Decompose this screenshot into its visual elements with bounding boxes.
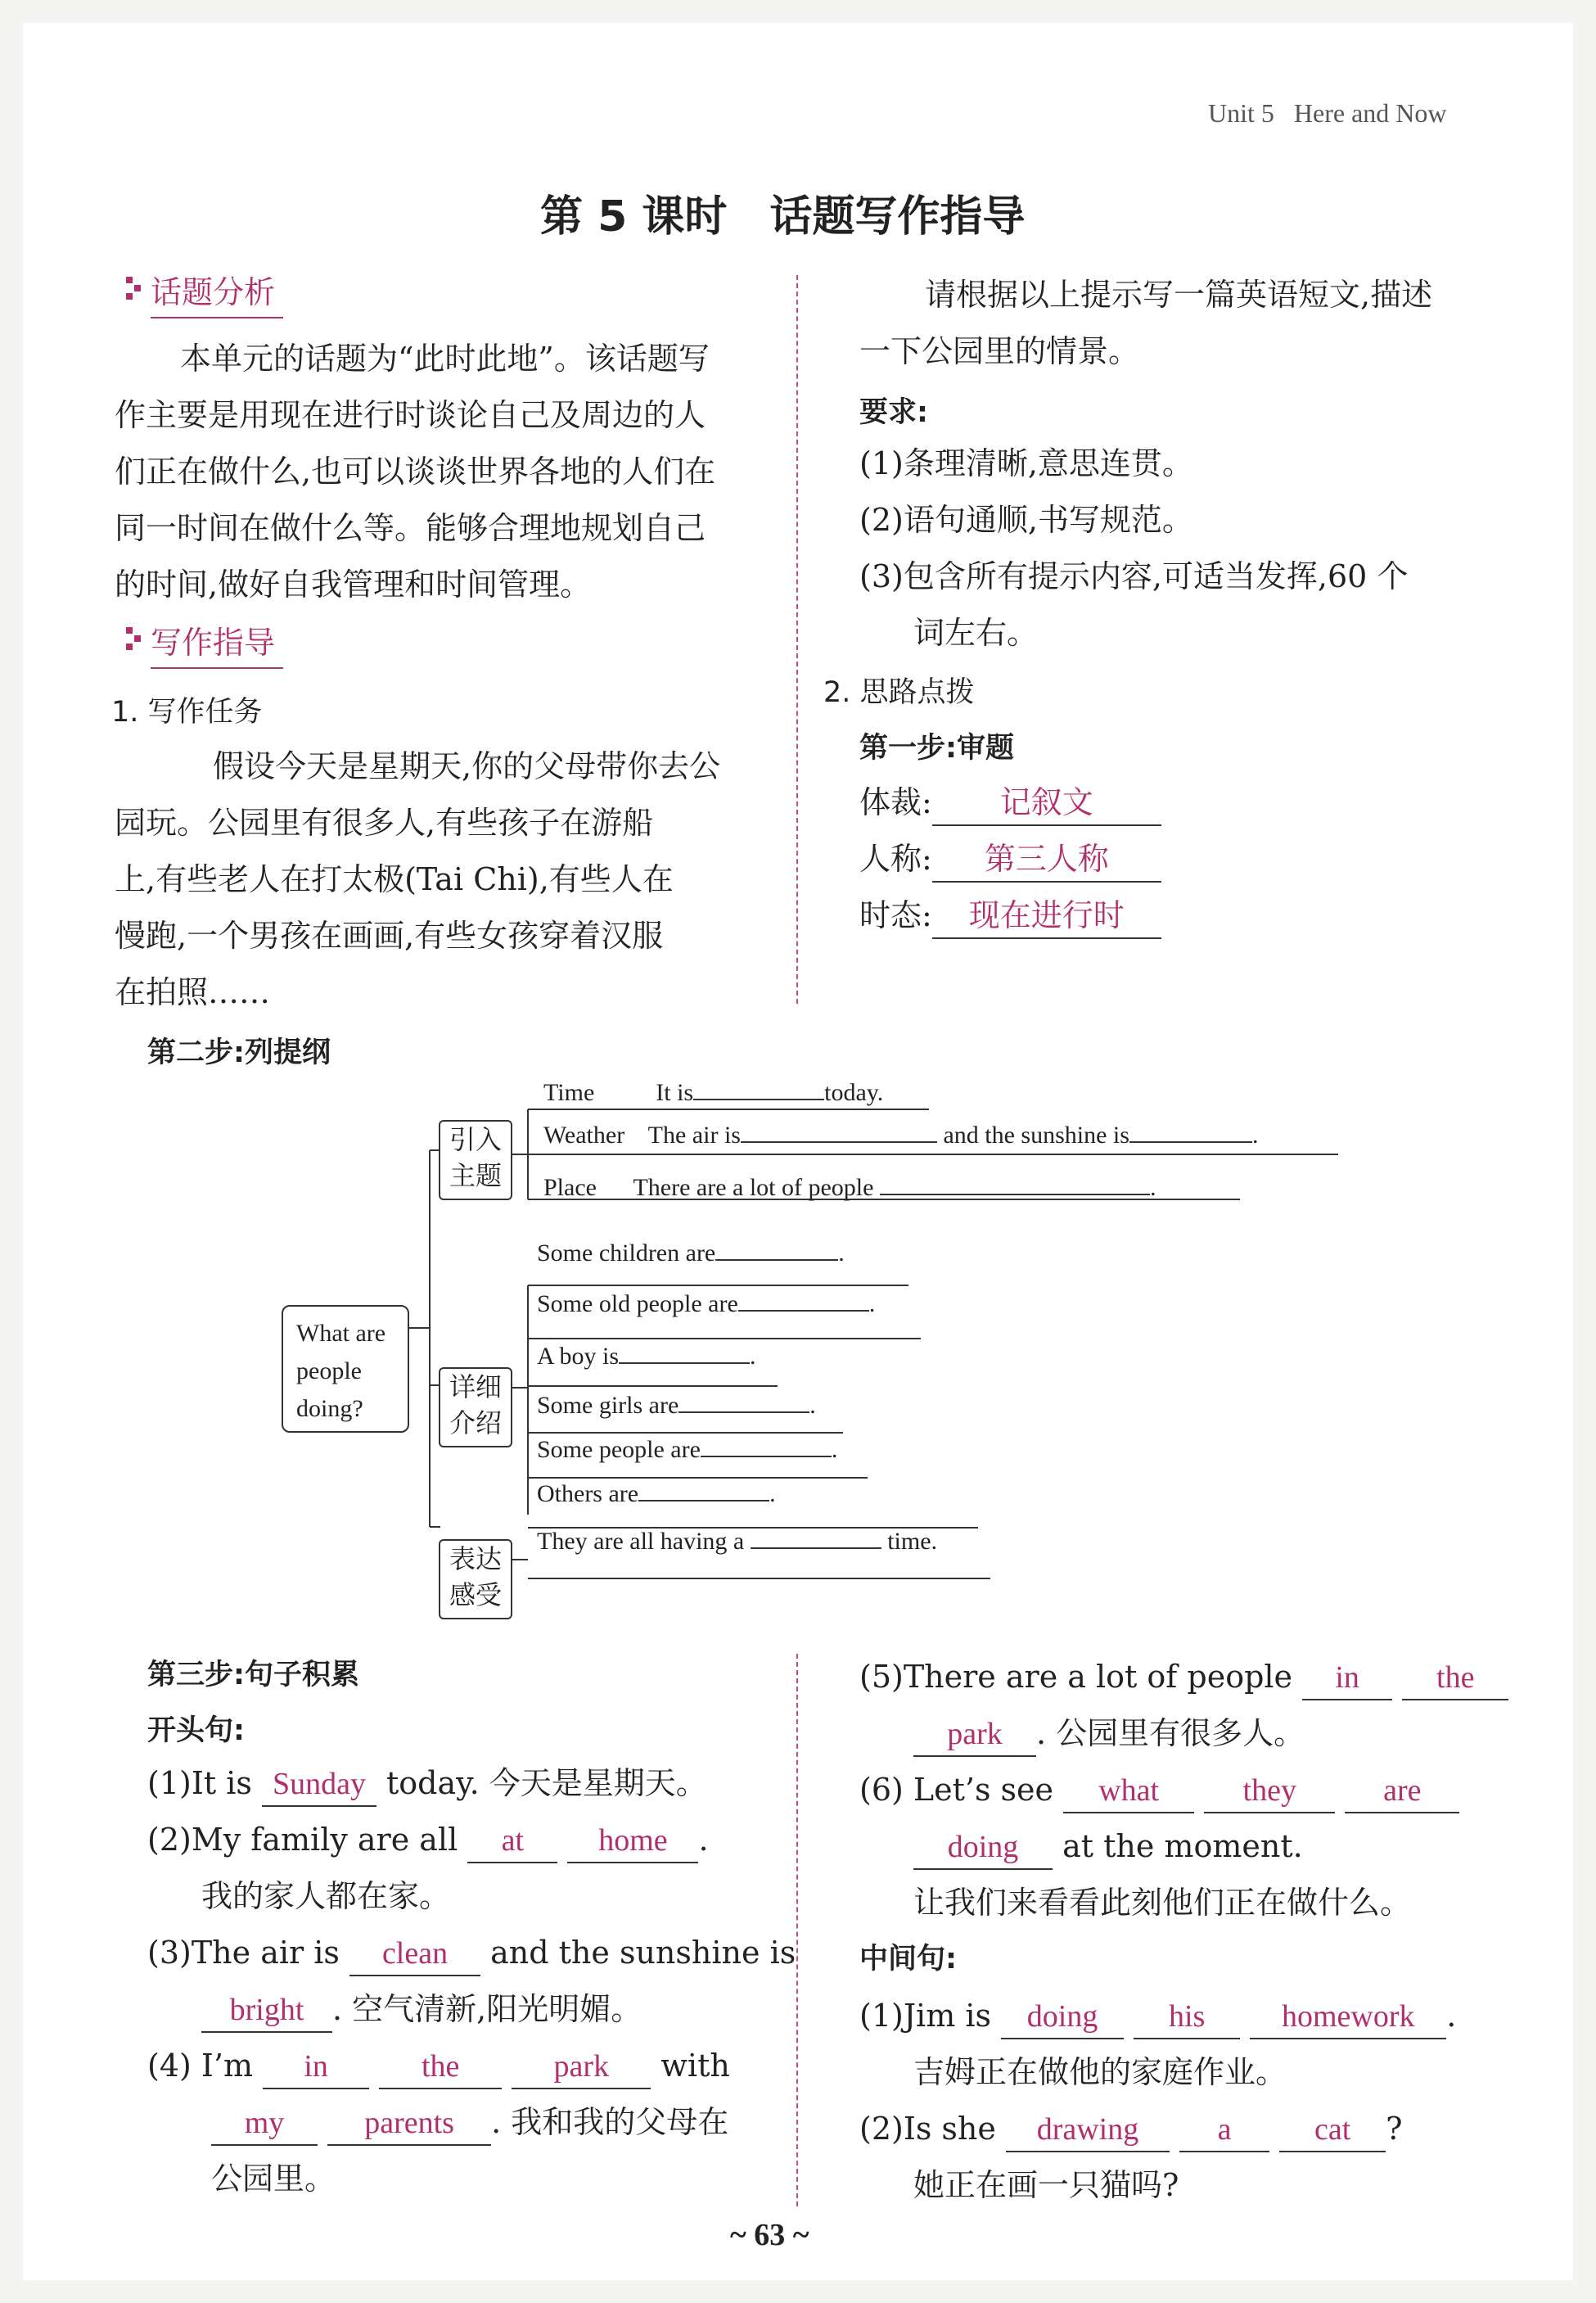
genre-answer: 记叙文 (932, 782, 1161, 826)
weather-blank-sun[interactable] (1129, 1141, 1252, 1143)
s-pre: (6) Let’s see (859, 1772, 1054, 1808)
s-post: . 空气清新,阳光明媚。 (332, 1991, 642, 2027)
root-line: doing? (296, 1395, 363, 1422)
text-line: 上,有些老人在打太极(Tai Chi),有些人在 (115, 861, 674, 897)
answer-blank: doing (1001, 1995, 1124, 2039)
requirement-item: (2)语句通顺,书写规范。 (859, 502, 1193, 538)
answer-blank: are (1345, 1769, 1459, 1813)
sentence-3b (147, 1981, 796, 2038)
root-line: people (296, 1357, 362, 1384)
detail-text: Some children are (537, 1240, 716, 1267)
outline-detail-row: Others are . (537, 1480, 776, 1507)
text-line: 一下公园里的情景。 (859, 333, 1140, 369)
opening-title: 开头句: (147, 1714, 245, 1747)
weather-label: Weather (543, 1122, 625, 1149)
s-post: . 我和我的父母在 (491, 2104, 729, 2140)
time-label: Time (543, 1079, 595, 1106)
detail-text: Some old people are (537, 1290, 738, 1317)
outline-feel-row (537, 1528, 937, 1556)
sentence-5 (859, 1649, 1508, 1705)
answer-blank: park (512, 2045, 651, 2089)
middle-1-cn: 吉姆正在做他的家庭作业。 (913, 2054, 1287, 2090)
s-pre: (3)The air is (147, 1935, 340, 1971)
outline-detail-row: Some children are . (537, 1240, 845, 1267)
tense-answer: 现在进行时 (932, 895, 1161, 939)
s-pre: (1)Jim is (859, 1998, 991, 2034)
thinking-title: 2. 思路点拨 (823, 676, 975, 709)
middle-2-cn: 她正在画一只猫吗? (913, 2167, 1179, 2203)
step1-title: 第一步:审题 (859, 732, 1014, 765)
branch-detail (439, 1367, 512, 1447)
sentence-4b (147, 2094, 796, 2151)
text-line: 的时间,做好自我管理和时间管理。 (115, 567, 592, 603)
sentence-3 (147, 1925, 796, 1981)
step3-title: 第三步:句子积累 (147, 1659, 359, 1691)
answer-blank: they (1204, 1769, 1335, 1813)
detail-blank[interactable] (638, 1500, 769, 1501)
answer-blank: cat (1279, 2108, 1386, 2152)
sentences-right (859, 1649, 1508, 2214)
s-post: . (1446, 1998, 1457, 2034)
answer-blank: in (263, 2045, 369, 2089)
s-mid: with (660, 2048, 730, 2084)
person-answer: 第三人称 (932, 838, 1161, 883)
text-line: 本单元的话题为“此时此地”。该话题写 (180, 341, 710, 377)
answer-blank: what (1063, 1769, 1194, 1813)
answer-blank: clean (349, 1932, 480, 1976)
outline-weather-row (543, 1122, 1258, 1149)
answer-blank: at (467, 1819, 557, 1863)
sentence-1 (147, 1755, 796, 1812)
s-mid: and the sunshine is (490, 1935, 796, 1971)
weather-blank-air[interactable] (741, 1141, 937, 1143)
sentence-2-cn: 我的家人都在家。 (201, 1878, 451, 1914)
place-blank[interactable] (880, 1194, 1150, 1195)
page-title: 第 5 课时 话题写作指导 (540, 192, 1026, 242)
text-line: 作主要是用现在进行时谈论自己及周边的人 (115, 397, 706, 433)
time-blank[interactable] (693, 1099, 824, 1100)
weather-post: . (1251, 1122, 1259, 1149)
detail-blank[interactable] (679, 1411, 809, 1413)
sentence-4 (147, 2038, 796, 2094)
sentences-left (147, 1755, 796, 2207)
outline-detail-row: A boy is . (537, 1343, 756, 1370)
s-pre: (2)Is she (859, 2111, 996, 2147)
requirement-item: (1)条理清晰,意思连贯。 (859, 445, 1193, 481)
answer-blank: Sunday (262, 1763, 376, 1807)
answer-blank: in (1302, 1656, 1392, 1700)
genre-label: 体裁: (859, 784, 932, 820)
place-post: . (1149, 1174, 1156, 1201)
branch-label: 表达 (449, 1543, 502, 1574)
text-line: 请根据以上提示写一篇英语短文,描述 (925, 277, 1433, 313)
unit-label: Unit 5 (1208, 98, 1274, 128)
s-pre: (4) I’m (147, 2048, 254, 2084)
unit-title: Here and Now (1293, 98, 1447, 128)
text-line: 在拍照…… (115, 974, 271, 1010)
answer-blank: drawing (1006, 2108, 1170, 2152)
detail-blank[interactable] (738, 1310, 869, 1312)
answer-blank: bright (201, 1989, 332, 2033)
branch-label: 感受 (449, 1579, 502, 1610)
answer-blank: a (1179, 2108, 1269, 2152)
branch-label: 详细 (449, 1371, 502, 1402)
requirements-title: 要求: (859, 396, 928, 429)
middle-title: 中间句: (859, 1943, 957, 1976)
text-line: 同一时间在做什么等。能够合理地规划自己 (115, 510, 706, 546)
detail-text: Some people are (537, 1436, 701, 1463)
detail-text: A boy is (537, 1343, 620, 1370)
task-title: 1. 写作任务 (111, 696, 263, 729)
step2-title: 第二步:列提纲 (147, 1036, 331, 1069)
text-line: 慢跑,一个男孩在画画,有些女孩穿着汉服 (115, 918, 664, 954)
place-pre: There are a lot of people (633, 1174, 874, 1201)
branch-label: 主题 (449, 1160, 502, 1191)
s-pre: (2)My family are all (147, 1822, 458, 1858)
text-line: 假设今天是星期天,你的父母带你去公 (213, 748, 721, 784)
feel-post: time. (887, 1528, 938, 1555)
section-heading: 写作指导 (151, 625, 276, 661)
answer-blank: the (379, 2045, 502, 2089)
answer-blank: my (211, 2102, 318, 2146)
text-line: 们正在做什么,也可以谈谈世界各地的人们在 (115, 454, 716, 490)
branch-label: 介绍 (449, 1407, 502, 1438)
weather-mid: and the sunshine is (943, 1122, 1129, 1149)
answer-blank: the (1402, 1656, 1508, 1700)
requirement-item: 词左右。 (913, 615, 1039, 651)
section-heading: 话题分析 (151, 274, 276, 310)
s-post: at the moment. (1062, 1828, 1303, 1864)
sentence-6b (859, 1818, 1508, 1875)
sentence-5b (859, 1705, 1508, 1762)
s-post: . (698, 1822, 709, 1858)
feel-blank[interactable] (751, 1547, 881, 1549)
middle-2 (859, 2101, 1508, 2157)
answer-blank: his (1134, 1995, 1240, 2039)
person-label: 人称: (859, 841, 932, 877)
tense-label: 时态: (859, 897, 932, 933)
detail-text: Some girls are (537, 1392, 679, 1419)
middle-1 (859, 1988, 1508, 2044)
sentence-4-cn: 公园里。 (211, 2161, 336, 2197)
detail-blank[interactable] (715, 1259, 838, 1261)
detail-text: Others are (537, 1480, 639, 1507)
sentence-2 (147, 1812, 796, 1868)
answer-blank: parents (327, 2102, 491, 2146)
text-line: 园玩。公园里有很多人,有些孩子在游船 (115, 805, 654, 841)
feel-pre: They are all having a (537, 1528, 745, 1555)
answer-blank: doing (913, 1826, 1053, 1870)
time-pre: It is (656, 1079, 694, 1106)
answer-blank: park (913, 1713, 1036, 1757)
s-post: . 公园里有很多人。 (1036, 1715, 1305, 1751)
sentence-6-cn: 让我们来看看此刻他们正在做什么。 (913, 1885, 1412, 1921)
answer-blank: homework (1250, 1995, 1446, 2039)
outline-place-row (543, 1174, 1156, 1202)
requirement-item: (3)包含所有提示内容,可适当发挥,60 个 (859, 558, 1409, 594)
outline-detail-row: Some people are . (537, 1436, 838, 1463)
s-pre: (1)It is (147, 1765, 252, 1801)
page-number: ~ 63 ~ (730, 2218, 809, 2252)
outline-detail-row: Some girls are . (537, 1392, 816, 1419)
root-line: What are (296, 1320, 386, 1347)
branch-label: 引入 (449, 1124, 502, 1155)
place-label: Place (543, 1174, 597, 1201)
outline-detail-row: Some old people are . (537, 1290, 876, 1317)
answer-blank: home (567, 1819, 698, 1863)
weather-pre: The air is (647, 1122, 741, 1149)
mind-map-root (282, 1305, 409, 1433)
detail-blank[interactable] (701, 1456, 832, 1457)
s-pre: (5)There are a lot of people (859, 1659, 1293, 1695)
detail-blank[interactable] (619, 1362, 750, 1364)
outline-time-row (543, 1079, 883, 1107)
branch-intro (439, 1120, 512, 1200)
sentence-6 (859, 1762, 1508, 1818)
branch-feel (439, 1539, 512, 1619)
s-post: ? (1386, 2111, 1403, 2147)
time-post: today. (824, 1079, 884, 1106)
s-post: today. 今天是星期天。 (386, 1765, 707, 1801)
